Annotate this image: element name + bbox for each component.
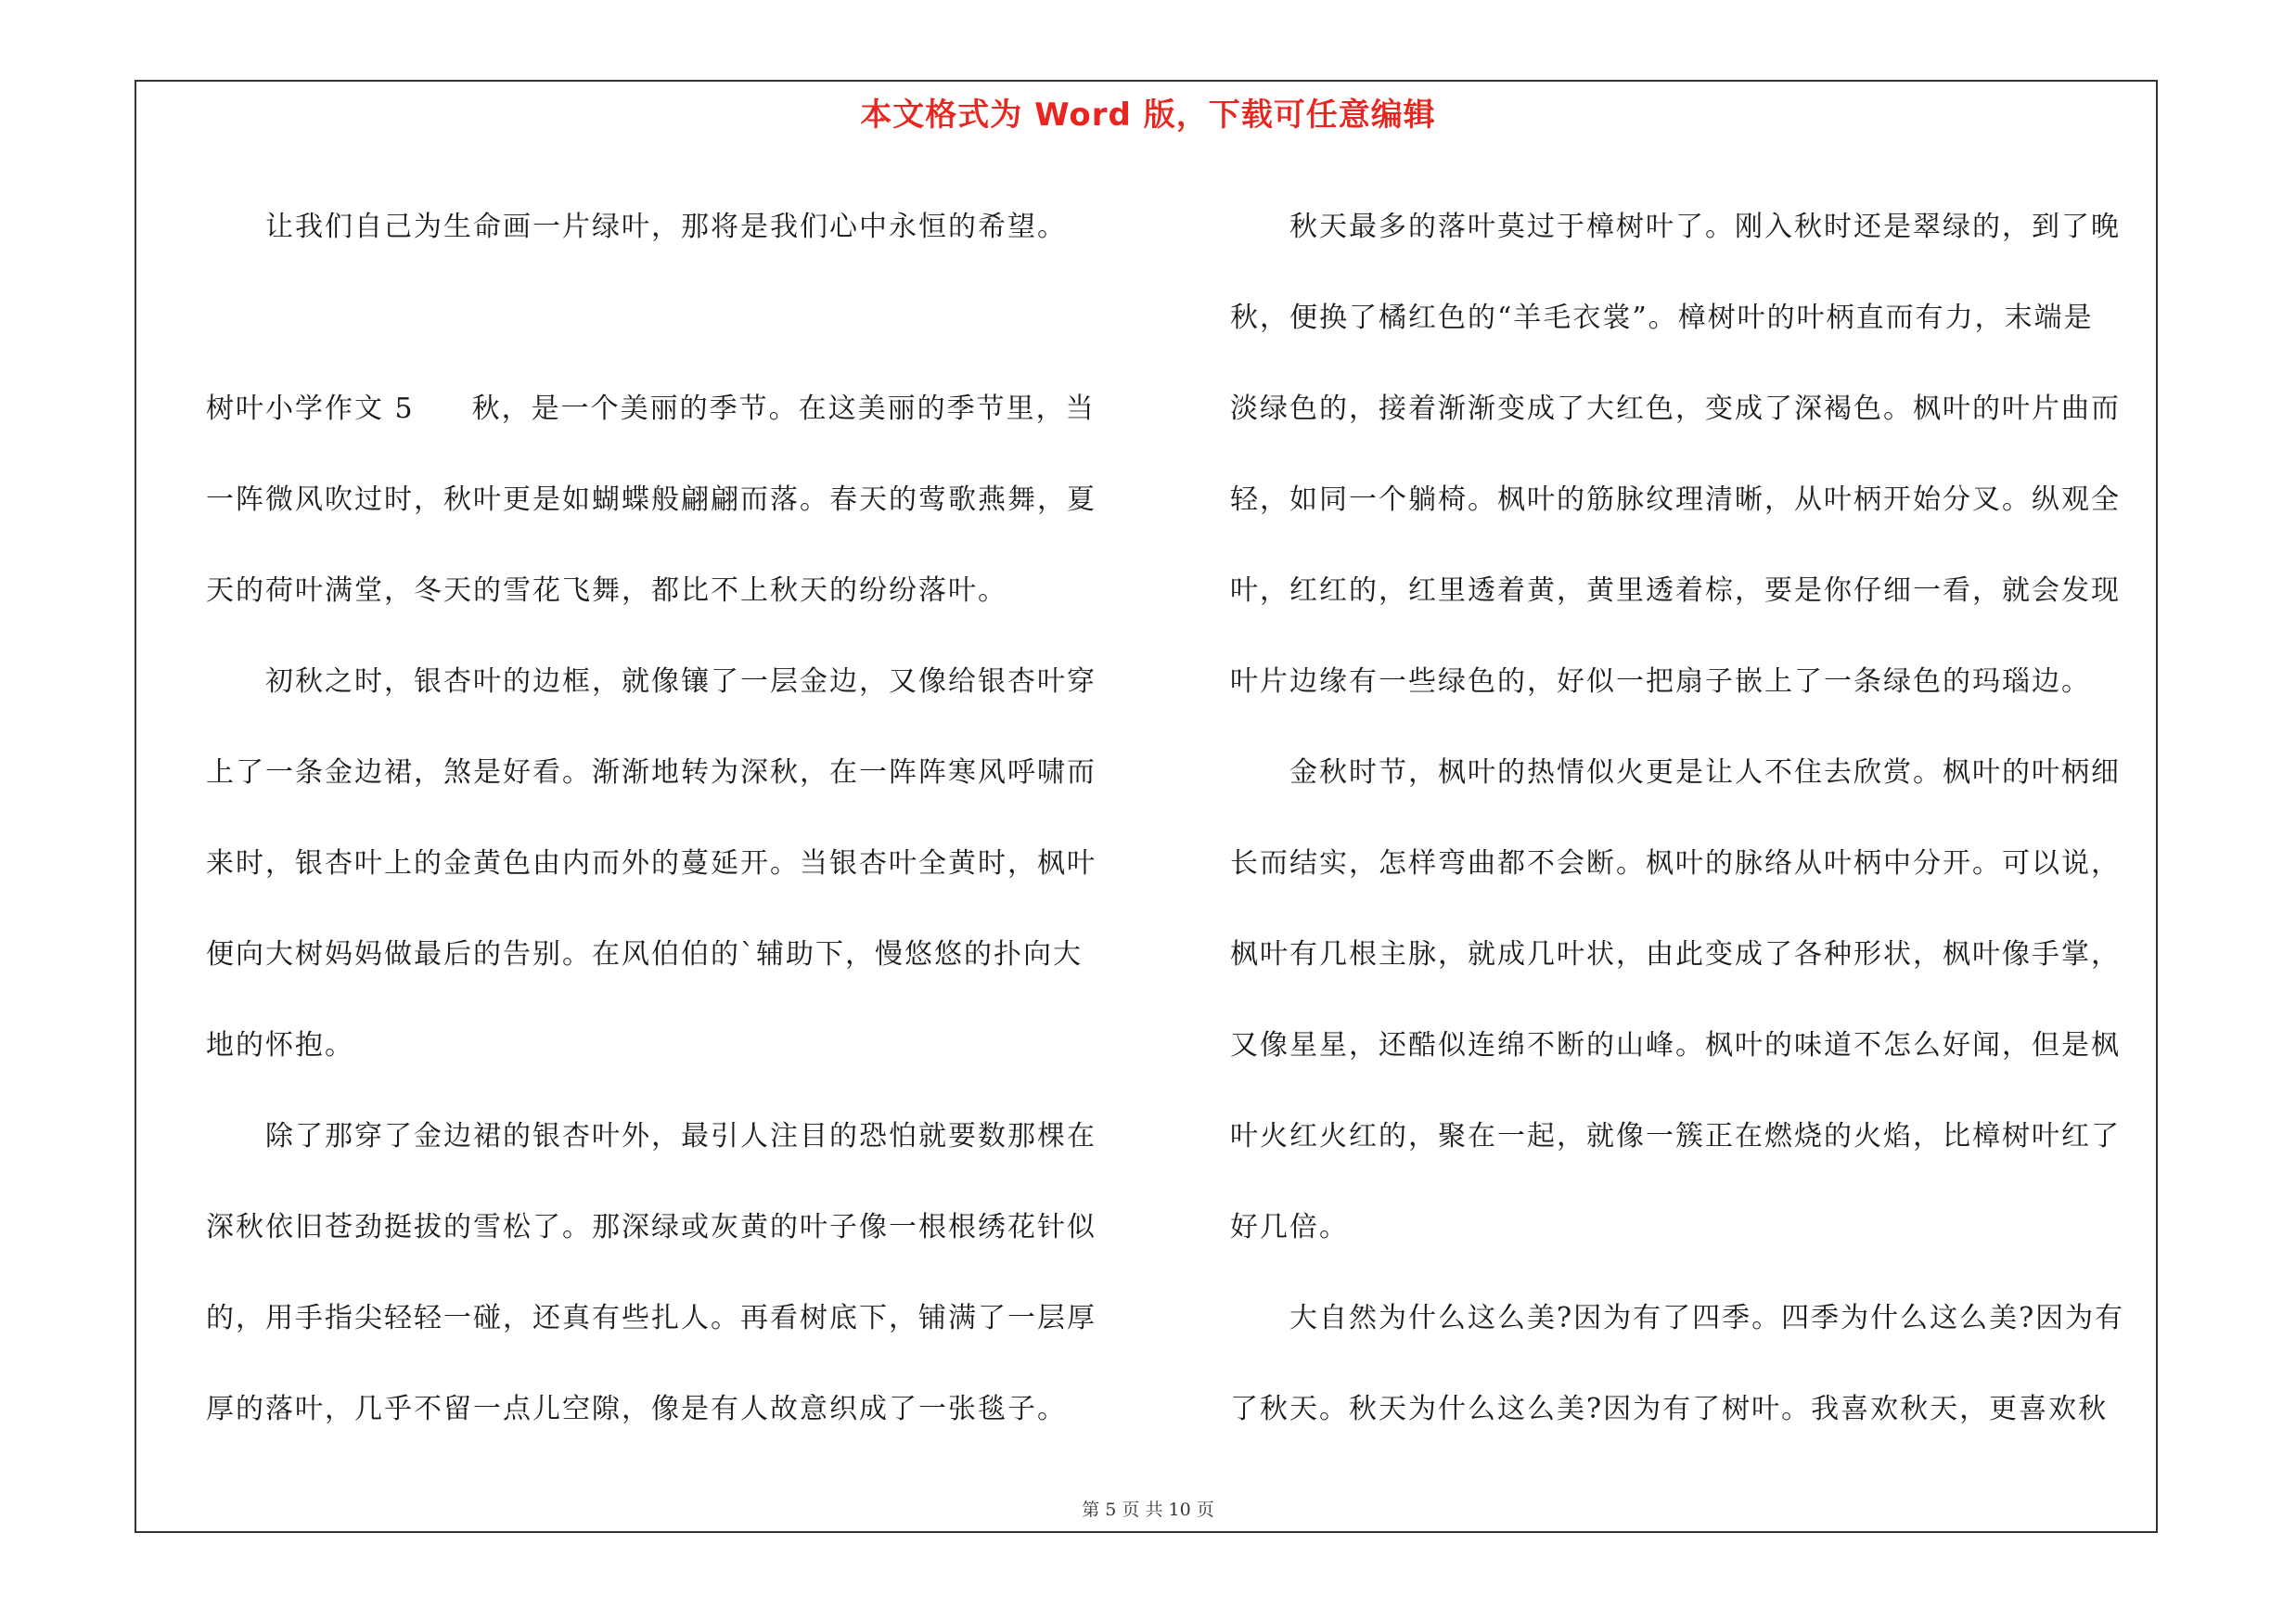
blank-line xyxy=(206,273,1134,364)
paragraph-line: 一阵微风吹过时，秋叶更是如蝴蝶般翩翩而落。春天的莺歌燕舞，夏 xyxy=(206,483,1097,516)
paragraph-line: 了秋天。秋天为什么这么美?因为有了树叶。我喜欢秋天，更喜欢秋 xyxy=(1230,1393,2109,1425)
essay-heading-line xyxy=(206,364,1134,455)
format-banner: 本文格式为 Word 版，下载可任意编辑 xyxy=(860,97,1436,134)
paragraph-line: 便向大树妈妈做最后的告别。在风伯伯的`辅助下，慢悠悠的扑向大 xyxy=(206,938,1083,971)
paragraph-line: 天的荷叶满堂，冬天的雪花飞舞，都比不上秋天的纷纷落叶。 xyxy=(206,574,1007,607)
paragraph-line: 让我们自己为生命画一片绿叶，那将是我们心中永恒的希望。 xyxy=(265,211,1067,243)
paragraph-line: 秋天最多的落叶莫过于樟树叶了。刚入秋时还是翠绿的，到了晚 xyxy=(1289,211,2121,243)
paragraph-line: 厚的落叶，几乎不留一点儿空隙，像是有人故意织成了一张毯子。 xyxy=(206,1393,1067,1425)
paragraph-line: 的，用手指尖轻轻一碰，还真有些扎人。再看树底下，铺满了一层厚 xyxy=(206,1302,1097,1334)
paragraph-line: 上了一条金边裙，煞是好看。渐渐地转为深秋，在一阵阵寒风呼啸而 xyxy=(206,756,1097,789)
paragraph-line: 深秋依旧苍劲挺拔的雪松了。那深绿或灰黄的叶子像一根根绣花针似 xyxy=(206,1211,1097,1243)
essay-title: 树叶小学作文 5 xyxy=(206,393,415,425)
paragraph-line: 好几倍。 xyxy=(1230,1211,1349,1243)
paragraph-line: 叶火红火红的，聚在一起，就像一簇正在燃烧的火焰，比樟树叶红了 xyxy=(1230,1120,2121,1153)
paragraph-line: 又像星星，还酷似连绵不断的山峰。枫叶的味道不怎么好闻，但是枫 xyxy=(1230,1029,2121,1062)
paragraph-line: 叶，红红的，红里透着黄，黄里透着棕，要是你仔细一看，就会发现 xyxy=(1230,574,2121,607)
paragraph-line: 淡绿色的，接着渐渐变成了大红色，变成了深褐色。枫叶的叶片曲而 xyxy=(1230,393,2121,425)
paragraph-line: 金秋时节，枫叶的热情似火更是让人不住去欣赏。枫叶的叶柄细 xyxy=(1289,756,2121,789)
paragraph-line: 长而结实，怎样弯曲都不会断。枫叶的脉络从叶柄中分开。可以说， xyxy=(1230,847,2121,880)
paragraph-line: 大自然为什么这么美?因为有了四季。四季为什么这么美?因为有 xyxy=(1289,1302,2125,1334)
paragraph-line: 来时，银杏叶上的金黄色由内而外的蔓延开。当银杏叶全黄时，枫叶 xyxy=(206,847,1097,880)
paragraph-line: 地的怀抱。 xyxy=(206,1029,354,1062)
page-number: 第 5 页 共 10 页 xyxy=(1082,1500,1214,1520)
paragraph-line: 枫叶有几根主脉，就成几叶状，由此变成了各种形状，枫叶像手掌， xyxy=(1230,938,2121,971)
left-column xyxy=(206,182,1134,1455)
right-column xyxy=(1230,182,2158,1455)
paragraph-line: 叶片边缘有一些绿色的，好似一把扇子嵌上了一条绿色的玛瑙边。 xyxy=(1230,665,2091,698)
paragraph-text: 秋，是一个美丽的季节。在这美丽的季节里，当 xyxy=(471,393,1096,425)
paragraph-line: 轻，如同一个躺椅。枫叶的筋脉纹理清晰，从叶柄开始分叉。纵观全 xyxy=(1230,483,2121,516)
paragraph-line: 秋，便换了橘红色的“羊毛衣裳”。樟树叶的叶柄直而有力，末端是 xyxy=(1230,302,2094,334)
paragraph-line: 初秋之时，银杏叶的边框，就像镶了一层金边，又像给银杏叶穿 xyxy=(265,665,1097,698)
paragraph-line: 除了那穿了金边裙的银杏叶外，最引人注目的恐怕就要数那棵在 xyxy=(265,1120,1097,1153)
